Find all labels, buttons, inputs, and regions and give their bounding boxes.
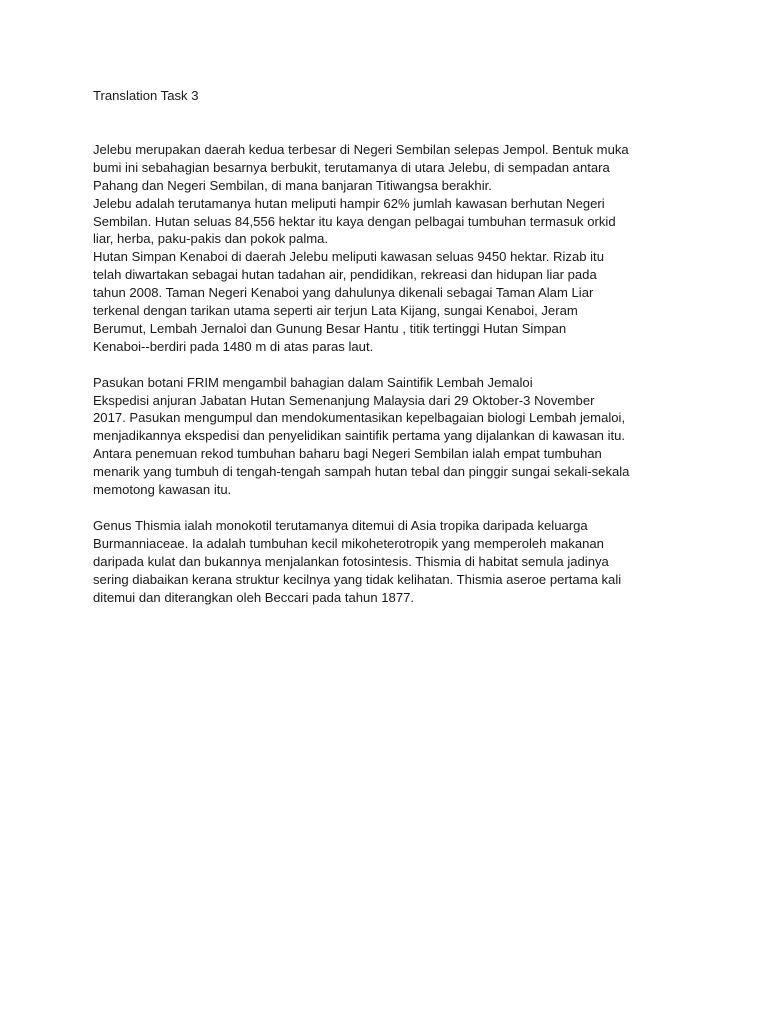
text-line: telah diwartakan sebagai hutan tadahan air, pendidikan, rekreasi dan hidupan liar pada xyxy=(93,267,597,283)
text-line: menjadikannya ekspedisi dan penyelidikan saintifik pertama yang dijalankan di kawasan itu. xyxy=(93,428,626,444)
paragraph-1 xyxy=(93,141,693,356)
text-line: Pasukan botani FRIM mengambil bahagian dalam Saintifik Lembah Jemaloi xyxy=(93,374,533,390)
text-line: terkenal dengan tarikan utama seperti air terjun Lata Kijang, sungai Kenaboi, Jeram xyxy=(93,303,578,319)
text-line: tahun 2008. Taman Negeri Kenaboi yang dahulunya dikenali sebagai Taman Alam Liar xyxy=(93,285,594,301)
text-line: Berumut, Lembah Jernaloi dan Gunung Besar Hantu , titik tertinggi Hutan Simpan xyxy=(93,320,567,336)
text-line: Ekspedisi anjuran Jabatan Hutan Semenanjung Malaysia dari 29 Oktober-3 November xyxy=(93,392,595,408)
document-body xyxy=(93,87,693,624)
text-line: Jelebu adalah terutamanya hutan meliputi hampir 62% jumlah kawasan berhutan Negeri xyxy=(93,195,605,211)
text-line: ditemui dan diterangkan oleh Beccari pada tahun 1877. xyxy=(93,589,415,605)
text-line: Burmanniaceae. Ia adalah tumbuhan kecil mikoheterotropik yang memperoleh makanan xyxy=(93,535,604,551)
text-line: Genus Thismia ialah monokotil terutamanya ditemui di Asia tropika daripada keluarga xyxy=(93,517,588,533)
paragraph-2 xyxy=(93,374,693,499)
text-line: Hutan Simpan Kenaboi di daerah Jelebu meliputi kawasan seluas 9450 hektar. Rizab itu xyxy=(93,249,604,265)
text-line: liar, herba, paku-pakis dan pokok palma. xyxy=(93,231,329,247)
text-line: sering diabaikan kerana struktur kecilnya yang tidak kelihatan. Thismia aseroe pertama kali xyxy=(93,571,622,587)
text-line: bumi ini sebahagian besarnya berbukit, terutamanya di utara Jelebu, di sempadan antara xyxy=(93,159,610,175)
text-line: Jelebu merupakan daerah kedua terbesar di Negeri Sembilan selepas Jempol. Bentuk muka xyxy=(93,141,629,157)
text-line: memotong kawasan itu. xyxy=(93,482,232,498)
text-line: Kenaboi--berdiri pada 1480 m di atas paras laut. xyxy=(93,338,374,354)
text-line: Sembilan. Hutan seluas 84,556 hektar itu kaya dengan pelbagai tumbuhan termasuk orkid xyxy=(93,213,616,229)
text-line: menarik yang tumbuh di tengah-tengah sampah hutan tebal dan pinggir sungai sekali-sekala xyxy=(93,464,630,480)
text-line: Antara penemuan rekod tumbuhan baharu bagi Negeri Sembilan ialah empat tumbuhan xyxy=(93,446,602,462)
text-line: 2017. Pasukan mengumpul dan mendokumentasikan kepelbagaian biologi Lembah jemaloi, xyxy=(93,410,626,426)
text-line: daripada kulat dan bukannya menjalankan fotosintesis. Thismia di habitat semula jadinya xyxy=(93,553,609,569)
paragraph-3 xyxy=(93,517,693,607)
text-line: Pahang dan Negeri Sembilan, di mana banjaran Titiwangsa berakhir. xyxy=(93,177,492,193)
document-title: Translation Task 3 xyxy=(93,88,199,103)
